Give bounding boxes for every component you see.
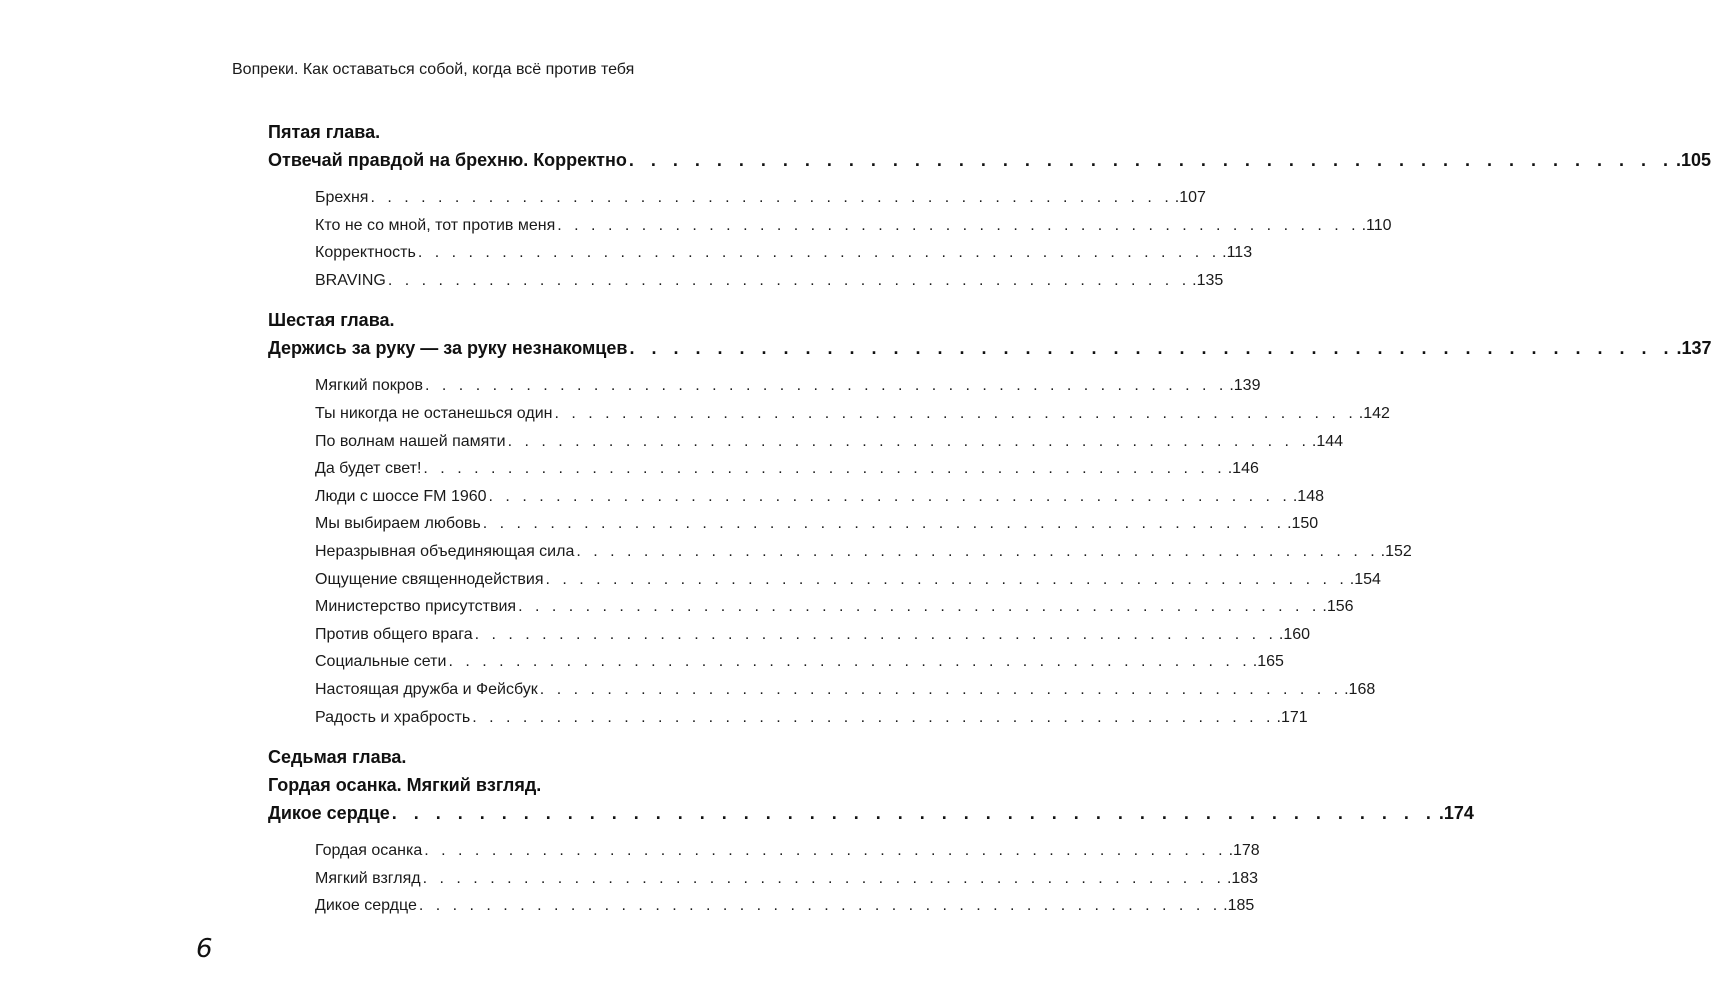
chapter-page-number: .174: [1438, 803, 1474, 824]
section-title: Ты никогда не останешься один: [315, 404, 553, 422]
section-page-number: .139: [1229, 377, 1261, 395]
dot-leader: . . . . . . . . . . . . . . . . . . . . . . . . . . . . . . . . . . . . . . . . . . . . . . . .: [518, 598, 1321, 616]
section-entry[interactable]: [315, 184, 1206, 212]
section-entry[interactable]: [315, 455, 1259, 483]
section-entry[interactable]: [315, 593, 1354, 621]
dot-leader: . . . . . . . . . . . . . . . . . . . . . . . . . . . . . . . . . . . . . . . . . . . . . . . .: [576, 542, 1379, 560]
section-page-number: .148: [1292, 487, 1324, 505]
section-entry[interactable]: [315, 400, 1390, 428]
chapter-block: [268, 306, 1712, 731]
dot-leader: . . . . . . . . . . . . . . . . . . . . . . . . . . . . . . . . . . . . . . . . . . . . . . . .: [417, 244, 1221, 262]
table-of-contents: [268, 118, 1712, 932]
chapter-page-number: .137: [1676, 338, 1712, 359]
section-entry[interactable]: [315, 510, 1319, 538]
dot-leader: . . . . . . . . . . . . . . . . . . . . . . . . . . . . . . . . . . . . . . . . . . . . . . . .: [488, 487, 1291, 505]
dot-leader: . . . . . . . . . . . . . . . . . . . . . . . . . . . . . . . . . . . . . . . . . . . . . . . .: [554, 404, 1357, 422]
section-list: [268, 837, 1260, 920]
chapter-label: Шестая глава.: [268, 310, 395, 331]
section-title: BRAVING: [315, 271, 386, 289]
section-entry[interactable]: [315, 239, 1253, 267]
section-page-number: .165: [1252, 653, 1284, 671]
dot-leader: . . . . . . . . . . . . . . . . . . . . . . . . . . . . . . . . . . . . . . . . . . . . . . . .: [423, 460, 1226, 478]
dot-leader: . . . . . . . . . . . . . . . . . . . . . . . . . . . . . . . . . . . . . . . . . . . . . . . .: [387, 271, 1191, 289]
section-entry[interactable]: [315, 648, 1284, 676]
chapter-label: Седьмая глава.: [268, 747, 407, 768]
section-title: Гордая осанка: [315, 842, 423, 860]
section-page-number: .171: [1276, 708, 1308, 726]
section-entry[interactable]: [315, 483, 1324, 511]
chapter-title: Держись за руку — за руку незнакомцев: [268, 338, 628, 359]
chapter-label: Пятая глава.: [268, 122, 381, 142]
dot-leader: . . . . . . . . . . . . . . . . . . . . . . . . . . . . . . . . . . . . . . . . . . . . . . . .: [448, 653, 1251, 671]
section-title: Кто не со мной, тот против меня: [315, 216, 556, 234]
section-title: Корректность: [315, 244, 416, 262]
dot-leader: . . . . . . . . . . . . . . . . . . . . . . . . . . . . . . . . . . . . . . . . . . . . . . . .: [539, 680, 1343, 698]
section-title: Министерство присутствия: [315, 598, 517, 616]
dot-leader: . . . . . . . . . . . . . . . . . . . . . . . . . . . . . . . . . . . . . . . . . . . . . . . .: [474, 625, 1277, 643]
dot-leader: . . . . . . . . . . . . . . . . . . . . . . . . . . . . . . . . . . . . . . . . . . . . . . . .: [472, 708, 1275, 726]
section-entry[interactable]: [315, 704, 1308, 732]
chapter-entry[interactable]: [268, 799, 1474, 827]
section-page-number: .150: [1287, 515, 1319, 533]
section-entry[interactable]: [315, 538, 1412, 566]
section-entry[interactable]: [315, 837, 1260, 865]
page-number: 6: [196, 934, 213, 964]
section-title: Люди с шоссе FM 1960: [315, 487, 487, 505]
section-page-number: .107: [1174, 189, 1206, 206]
section-entry[interactable]: [315, 865, 1259, 893]
section-title: Ощущение священнодействия: [315, 570, 544, 588]
chapter-title: Отвечай правдой на брехню. Корректно: [268, 150, 627, 170]
section-entry[interactable]: [315, 566, 1381, 594]
section-title: Дикое сердце: [315, 897, 417, 915]
section-page-number: .110: [1361, 216, 1392, 234]
chapter-entry[interactable]: [268, 146, 1712, 174]
section-title: Социальные сети: [315, 653, 447, 671]
dot-leader: . . . . . . . . . . . . . . . . . . . . . . . . . . . . . . . . . . . . . . . . . . . . . . . .: [425, 377, 1228, 395]
section-entry[interactable]: [315, 372, 1261, 400]
dot-leader: . . . . . . . . . . . . . . . . . . . . . . . . . . . . . . . . . . . . . . . . . . . . . . . .: [507, 432, 1310, 450]
dot-leader: . . . . . . . . . . . . . . . . . . . . . . . . . . . . . . . . . . . . . . . . . . . . . . . .: [545, 570, 1348, 588]
section-page-number: .142: [1358, 404, 1390, 422]
dot-leader: . . . . . . . . . . . . . . . . . . . . . . . . . . . . . . . . . . . . . . . . . . . . . . . .: [391, 803, 1437, 824]
dot-leader: . . . . . . . . . . . . . . . . . . . . . . . . . . . . . . . . . . . . . . . . . . . . . . . .: [628, 150, 1674, 170]
chapter-page-number: .105: [1675, 150, 1712, 170]
chapter-title-line: Гордая осанка. Мягкий взгляд.: [268, 775, 542, 796]
section-title: Против общего врага: [315, 625, 473, 643]
section-entry[interactable]: [315, 892, 1255, 920]
section-list: [268, 184, 1392, 294]
section-page-number: .113: [1222, 244, 1253, 262]
section-page-number: .135: [1192, 271, 1224, 289]
section-title: Настоящая дружба и Фейсбук: [315, 680, 538, 698]
section-title: Радость и храбрость: [315, 708, 471, 726]
chapter-title: Дикое сердце: [268, 803, 390, 824]
section-page-number: .185: [1223, 897, 1255, 915]
section-list: [268, 372, 1412, 731]
section-entry[interactable]: [315, 676, 1376, 704]
section-entry[interactable]: [315, 267, 1224, 295]
section-page-number: .146: [1227, 460, 1259, 478]
dot-leader: . . . . . . . . . . . . . . . . . . . . . . . . . . . . . . . . . . . . . . . . . . . . . . . .: [482, 515, 1286, 533]
section-page-number: .156: [1322, 598, 1354, 616]
section-title: Мягкий взгляд: [315, 869, 421, 887]
section-title: Да будет свет!: [315, 460, 422, 478]
chapter-heading: [268, 118, 1712, 174]
section-title: Мы выбираем любовь: [315, 515, 481, 533]
chapter-heading: [268, 306, 1712, 362]
section-page-number: .144: [1311, 432, 1344, 450]
dot-leader: . . . . . . . . . . . . . . . . . . . . . . . . . . . . . . . . . . . . . . . . . . . . . . . .: [418, 897, 1222, 915]
dot-leader: . . . . . . . . . . . . . . . . . . . . . . . . . . . . . . . . . . . . . . . . . . . . . . . .: [370, 189, 1173, 206]
section-title: Мягкий покров: [315, 377, 424, 395]
dot-leader: . . . . . . . . . . . . . . . . . . . . . . . . . . . . . . . . . . . . . . . . . . . . . . . .: [422, 869, 1225, 887]
dot-leader: . . . . . . . . . . . . . . . . . . . . . . . . . . . . . . . . . . . . . . . . . . . . . . . .: [557, 216, 1360, 234]
section-entry[interactable]: [315, 621, 1311, 649]
section-page-number: .168: [1344, 680, 1376, 698]
section-title: Неразрывная объединяющая сила: [315, 542, 575, 560]
chapter-entry[interactable]: [268, 334, 1712, 362]
section-page-number: .178: [1228, 842, 1260, 860]
section-title: Брехня: [315, 189, 369, 206]
running-head: Вопреки. Как оставаться собой, когда всё против тебя: [232, 61, 635, 78]
section-page-number: .183: [1226, 869, 1259, 887]
section-page-number: .160: [1278, 625, 1311, 643]
section-page-number: .152: [1380, 542, 1412, 560]
chapter-heading: [268, 743, 1474, 827]
dot-leader: . . . . . . . . . . . . . . . . . . . . . . . . . . . . . . . . . . . . . . . . . . . . . . . .: [629, 338, 1675, 359]
chapter-block: [268, 743, 1474, 920]
section-entry[interactable]: [315, 428, 1344, 456]
section-page-number: .154: [1349, 570, 1381, 588]
section-entry[interactable]: [315, 212, 1392, 240]
section-title: По волнам нашей памяти: [315, 432, 506, 450]
chapter-block: [268, 118, 1712, 294]
dot-leader: . . . . . . . . . . . . . . . . . . . . . . . . . . . . . . . . . . . . . . . . . . . . . . . .: [424, 842, 1227, 860]
